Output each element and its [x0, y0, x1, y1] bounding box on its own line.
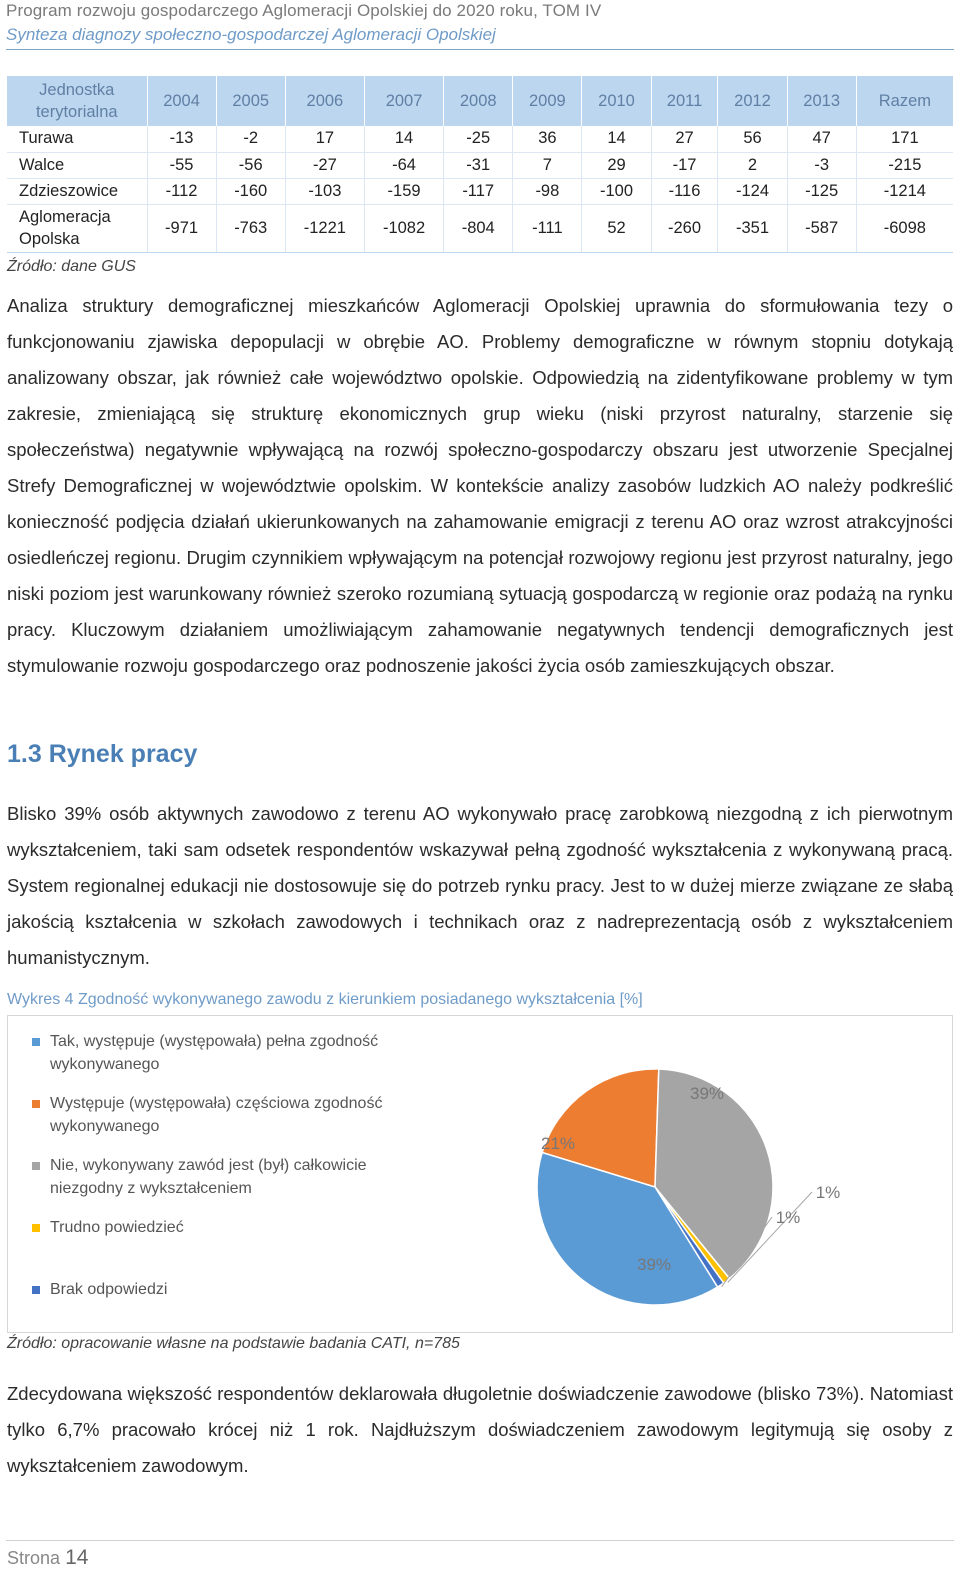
footer-label: Strona: [7, 1548, 61, 1568]
table-header-cell: 2006: [285, 76, 364, 126]
table-cell: 36: [513, 126, 582, 152]
table-cell: -55: [147, 152, 216, 178]
section-heading: 1.3 Rynek pracy: [7, 740, 198, 768]
table-cell: 171: [856, 126, 953, 152]
footer-divider: [6, 1540, 954, 1541]
table-cell: 52: [582, 204, 651, 252]
paragraph-experience: Zdecydowana większość respondentów deklarowała długoletnie doświadczenie zawodowe (blisko 73%). Natomiast tylko 6,7% pracowało krócej niż 1 rok. Najdłuższym doświadczeniem zawodowym legitymują się osoby z wykształceniem zawodowym.: [7, 1383, 953, 1476]
table-cell: -27: [285, 152, 364, 178]
table-cell: 14: [582, 126, 651, 152]
table-cell: -13: [147, 126, 216, 152]
table-cell: -25: [444, 126, 513, 152]
document-title: Program rozwoju gospodarczego Aglomeracji Opolskiej do 2020 roku, TOM IV: [6, 1, 602, 20]
table-source: Źródło: dane GUS: [7, 258, 136, 275]
legend-label: Tak, występuje (występowała) pełna zgodność wykonywanego: [50, 1033, 379, 1073]
table-cell: -804: [444, 204, 513, 252]
table-cell: -1082: [364, 204, 443, 252]
table-cell: -124: [718, 178, 787, 204]
table-cell: -6098: [856, 204, 953, 252]
table-cell: -31: [444, 152, 513, 178]
table-header-cell: 2004: [147, 76, 216, 126]
table-cell: Turawa: [7, 126, 147, 152]
pie-data-label: 21%: [540, 1134, 576, 1153]
table-cell: 14: [364, 126, 443, 152]
chart-title: Wykres 4 Zgodność wykonywanego zawodu z kierunkiem posiadanego wykształcenia [%]: [7, 991, 643, 1008]
table-cell: 29: [582, 152, 651, 178]
table-cell: -971: [147, 204, 216, 252]
table-cell: Walce: [7, 152, 147, 178]
table-cell: Aglomeracja Opolska: [7, 204, 147, 252]
table-cell: -160: [216, 178, 285, 204]
table-cell: -587: [787, 204, 856, 252]
table-cell: -17: [651, 152, 718, 178]
table-cell: 2: [718, 152, 787, 178]
page-number: 14: [65, 1546, 89, 1569]
pie-data-label: 39%: [636, 1255, 672, 1274]
table-cell: -351: [718, 204, 787, 252]
legend-label: Trudno powiedzieć: [50, 1219, 184, 1236]
table-header-cell: 2009: [513, 76, 582, 126]
page-footer: [7, 1546, 88, 1570]
table-cell: 17: [285, 126, 364, 152]
table-cell: 7: [513, 152, 582, 178]
paragraph-labour-market: Blisko 39% osób aktywnych zawodowo z terenu AO wykonywało pracę zarobkową niezgodną z ich pierwotnym wykształceniem, taki sam odsetek respondentów wskazywał pełną zgodność wykształcenia z wykonywaną pracą. System regionalnej edukacji nie dostosowuje się do potrzeb rynku pracy. Jest to w dużej mierze związane ze słabą jakością kształcenia w szkołach zawodowych i technikach oraz z nadreprezentacją osób z wykształceniem humanistycznym.: [7, 803, 953, 968]
table-cell: -117: [444, 178, 513, 204]
table-header-cell: 2005: [216, 76, 285, 126]
table-cell: -2: [216, 126, 285, 152]
table-cell: -1221: [285, 204, 364, 252]
table-header-cell: Jednostka terytorialna: [7, 76, 147, 126]
table-cell: -98: [513, 178, 582, 204]
table-cell: Zdzieszowice: [7, 178, 147, 204]
table-header-cell: 2007: [364, 76, 443, 126]
table-cell: -215: [856, 152, 953, 178]
pie-data-label: 1%: [775, 1208, 801, 1227]
pie-data-label: 39%: [689, 1084, 725, 1103]
table-header-cell: 2008: [444, 76, 513, 126]
paragraph-demography: Analiza struktury demograficznej mieszkańców Aglomeracji Opolskiej uprawnia do sformułowania tezy o funkcjonowaniu zjawiska depopulacji w obrębie AO. Problemy demograficzne w równym stopniu dotykają analizowany obszar, jak również całe województwo opolskie. Odpowiedzią na zidentyfikowane problemy w tym zakresie, zmieniającą się strukturę ekonomicznych grup wieku (niski przyrost naturalny, starzenie się społeczeństwa) negatywnie wpływającą na rozwój społeczno-gospodarczy obszaru jest utworzenie Specjalnej Strefy Demograficznej w województwie opolskim. W kontekście analizy zasobów ludzkich AO należy podkreślić konieczność podjęcia działań ukierunkowanych na zahamowanie emigracji z terenu AO oraz wzrost atrakcyjności osiedleńczej regionu. Drugim czynnikiem wpływającym na potencjał rozwojowy regionu jest przyrost naturalny, jego niski poziom jest warunkowany również szeroko rozumianą sytuacją gospodarczą w regionie oraz podażą na rynku pracy. Kluczowym działaniem umożliwiającym zahamowanie negatywnych tendencji demograficznych jest stymulowanie rozwoju gospodarczego oraz podnoszenie jakości życia osób zamieszkujących obszar.: [7, 295, 953, 676]
table-cell: -56: [216, 152, 285, 178]
table-cell: 47: [787, 126, 856, 152]
table-header-cell: Razem: [856, 76, 953, 126]
chart-source: Źródło: opracowanie własne na podstawie badania CATI, n=785: [7, 1335, 460, 1352]
table-header-cell: 2012: [718, 76, 787, 126]
table-cell: 56: [718, 126, 787, 152]
table-cell: -116: [651, 178, 718, 204]
table-cell: -763: [216, 204, 285, 252]
table-cell: -100: [582, 178, 651, 204]
table-header-cell: 2010: [582, 76, 651, 126]
table-cell: -111: [513, 204, 582, 252]
table-cell: -103: [285, 178, 364, 204]
table-cell: -64: [364, 152, 443, 178]
table-cell: -159: [364, 178, 443, 204]
table-header-cell: 2011: [651, 76, 718, 126]
table-cell: -125: [787, 178, 856, 204]
table-cell: -260: [651, 204, 718, 252]
legend-label: Nie, wykonywany zawód jest (był) całkowicie niezgodny z wykształceniem: [50, 1157, 367, 1197]
legend-label: Występuje (występowała) częściowa zgodność wykonywanego: [50, 1095, 383, 1135]
table-cell: -3: [787, 152, 856, 178]
table-cell: -112: [147, 178, 216, 204]
table-cell: 27: [651, 126, 718, 152]
table-header-cell: 2013: [787, 76, 856, 126]
table-cell: -1214: [856, 178, 953, 204]
document-subtitle: Synteza diagnozy społeczno-gospodarczej Aglomeracji Opolskiej: [6, 25, 496, 44]
legend-label: Brak odpowiedzi: [50, 1281, 168, 1298]
pie-data-label: 1%: [815, 1183, 841, 1202]
